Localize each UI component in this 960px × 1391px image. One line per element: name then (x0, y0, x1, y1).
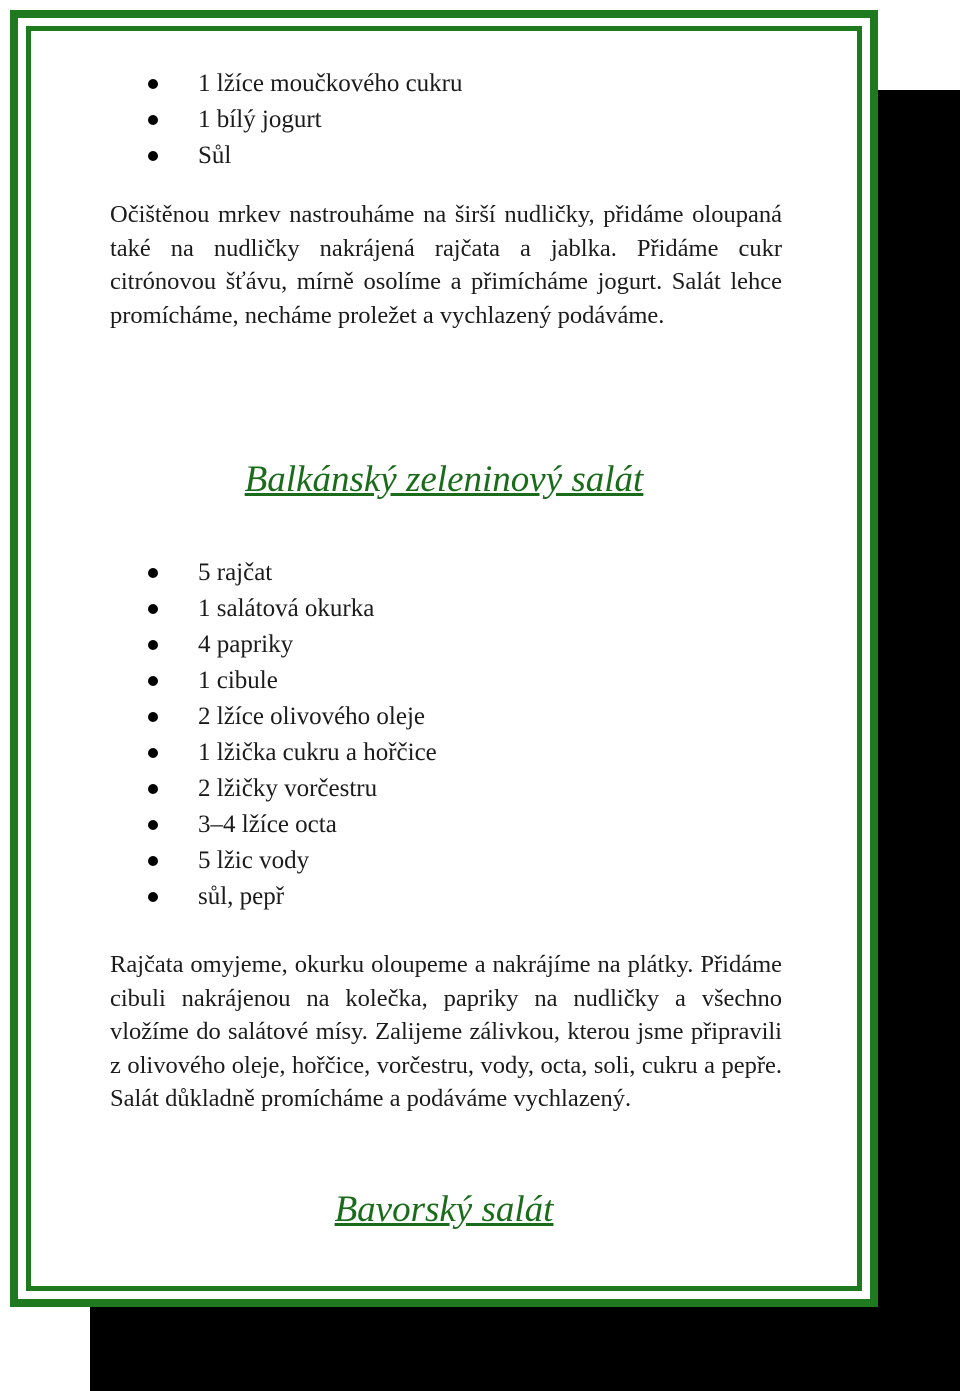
bullet-icon (148, 79, 158, 89)
ingredient-item: 2 lžičky vorčestru (148, 771, 437, 807)
ingredient-list-1 (148, 66, 463, 174)
bullet-icon (148, 784, 158, 794)
ingredient-item: Sůl (148, 138, 463, 174)
bullet-icon (148, 856, 158, 866)
recipe-card (10, 10, 878, 1307)
instructions-paragraph-1: Očištěnou mrkev nastrouháme na širší nudličky, přidáme oloupaná také na nudličky nakrájená rajčata a jablka. Přidáme cukr citrónovou šťávu, mírně osolíme a přimícháme jogurt. Salát lehce promícháme, necháme proležet a vychlazený podáváme. (110, 201, 782, 329)
ingredient-item: 5 lžic vody (148, 843, 437, 879)
bullet-icon (148, 712, 158, 722)
ingredient-item: 1 cibule (148, 663, 437, 699)
bullet-icon (148, 676, 158, 686)
ingredient-item: 2 lžíce olivového oleje (148, 699, 437, 735)
ingredient-item: 3–4 lžíce octa (148, 807, 437, 843)
bullet-icon (148, 151, 158, 161)
bullet-icon (148, 892, 158, 902)
bullet-icon (148, 568, 158, 578)
ingredient-item: 1 lžička cukru a hořčice (148, 735, 437, 771)
ingredient-item: 1 salátová okurka (148, 591, 437, 627)
bullet-icon (148, 748, 158, 758)
bullet-icon (148, 604, 158, 614)
bullet-icon (148, 820, 158, 830)
recipe-title-bavorsky: Bavorský salát (334, 1189, 554, 1230)
ingredient-item: 5 rajčat (148, 555, 437, 591)
instructions-paragraph-2: Rajčata omyjeme, okurku oloupeme a nakrájíme na plátky. Přidáme cibuli nakrájenou na kolečka, papriky na nudličky a všechno vložíme do salátové mísy. Zalijeme zálivkou, kterou jsme připravili z olivového oleje, hořčice, vorčestru, vody, octa, soli, cukru a pepře. Salát důkladně promícháme a podáváme vychlazený. (110, 951, 782, 1113)
bullet-icon (148, 640, 158, 650)
ingredient-list-2 (148, 555, 437, 915)
ingredient-item: 4 papriky (148, 627, 437, 663)
bullet-icon (148, 115, 158, 125)
ingredient-item: 1 lžíce moučkového cukru (148, 66, 463, 102)
recipe-content (18, 18, 870, 1299)
ingredient-item: sůl, pepř (148, 879, 437, 915)
recipe-title-balkansky: Balkánský zeleninový salát (244, 459, 644, 500)
ingredient-item: 1 bílý jogurt (148, 102, 463, 138)
